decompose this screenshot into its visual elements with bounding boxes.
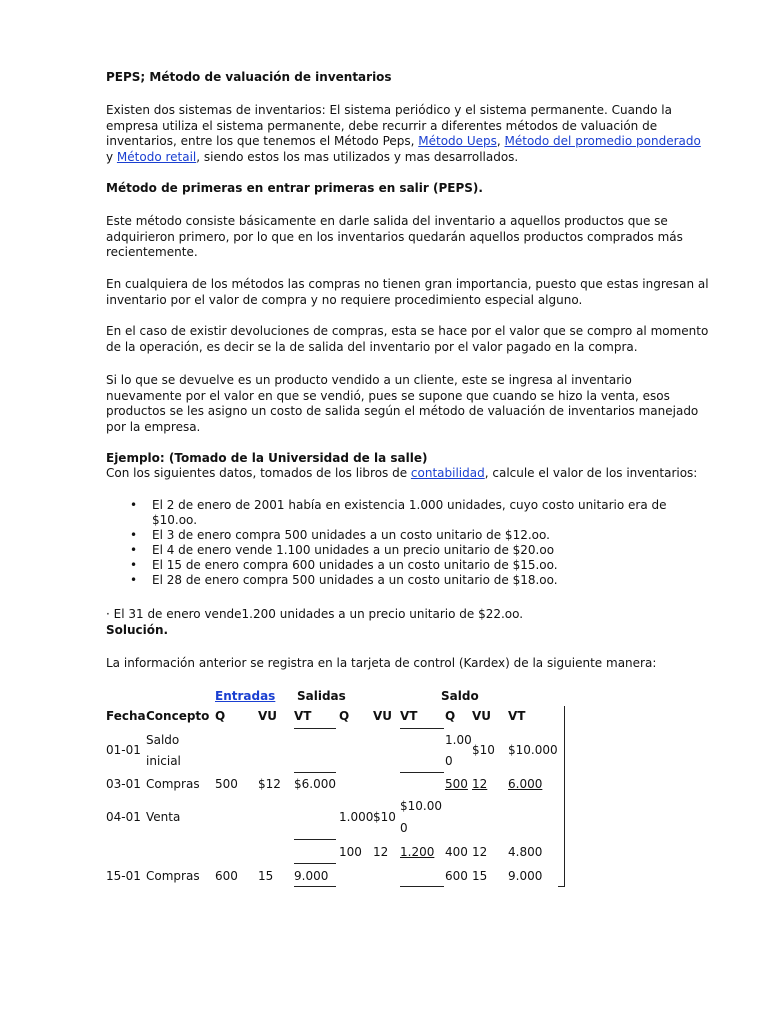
r5-concepto: Compras <box>146 869 200 883</box>
r2-fecha: 03-01 <box>106 777 141 791</box>
last-item: · El 31 de enero vende1.200 unidades a un precio unitario de $22.oo. <box>106 607 524 621</box>
r5-saldo-vu: 15 <box>472 869 488 883</box>
header-salidas-vu: VU <box>373 709 393 723</box>
intro-line-4-pre: y <box>106 149 117 164</box>
intro-line-1: Existen dos sistemas de inventarios: El sistema periódico y el sistema permanente. Cuando la <box>106 103 672 117</box>
rule-header-entradas-vt <box>294 728 336 729</box>
r1-saldo-vt: $10.000 <box>508 743 558 757</box>
header-saldo-vt: VT <box>508 709 526 723</box>
r3-fecha: 04-01 <box>106 810 141 824</box>
intro-line-3-text: inventarios, entre los que tenemos el Método Peps, <box>106 134 419 148</box>
intro-paragraph <box>106 103 701 165</box>
paragraph-4 <box>106 373 698 435</box>
list-item: • El 2 de enero de 2001 había en existencia 1.000 unidades, cuyo costo unitario era de <box>106 498 666 513</box>
list-item: • El 3 de enero compra 500 unidades a un costo unitario de $12.oo. <box>106 528 666 543</box>
r1-saldo-q-a: 1.00 <box>445 733 472 747</box>
r2-saldo-q: 500 <box>445 777 468 791</box>
r5-entradas-vt: 9.000 <box>294 869 329 883</box>
r1-saldo-q-b: 0 <box>445 754 453 768</box>
table-bottom-tick <box>558 886 565 887</box>
rule-r1-salidas-vt <box>400 772 444 773</box>
r1-concepto-b: inicial <box>146 754 181 768</box>
paragraph-1 <box>106 214 683 261</box>
list-item: • El 4 de enero vende 1.100 unidades a un precio unitario de $20.oo <box>106 543 666 558</box>
r4-saldo-q: 400 <box>445 845 468 859</box>
header-concepto: Concepto <box>146 709 210 723</box>
para3-line-1: En el caso de existir devoluciones de compras, esta se hace por el valor que se compro al momento <box>106 324 709 338</box>
para4-line-1: Si lo que se devuelve es un producto vendido a un cliente, este se ingresa al inventario <box>106 373 632 387</box>
intro-sep: , <box>496 134 505 148</box>
header-saldo-q: Q <box>445 709 456 723</box>
para3-line-2: de la operación, es decir se la de salida del inventario por el valor pagado en la compra. <box>106 339 638 354</box>
r1-concepto-a: Saldo <box>146 733 180 747</box>
intro-line-2: empresa utiliza el sistema permanente, debe recurrir a diferentes métodos de valuación de <box>106 118 658 133</box>
rule-header-salidas-vt <box>400 728 444 729</box>
para4-line-2: nuevamente por el valor en que se vendió, pues se supone que cuando se hizo la venta, esos <box>106 388 670 403</box>
r3-salidas-vu: $10 <box>373 810 396 824</box>
rule-r3-entradas-vt <box>294 839 336 840</box>
r1-fecha: 01-01 <box>106 743 141 757</box>
list-item: • El 15 de enero compra 600 unidades a un costo unitario de $15.oo. <box>106 558 666 573</box>
header-salidas-vt: VT <box>400 709 418 723</box>
r5-entradas-q: 600 <box>215 869 238 883</box>
r2-concepto: Compras <box>146 777 200 791</box>
link-contabilidad[interactable]: contabilidad <box>410 466 485 480</box>
r3-salidas-q: 1.000 <box>339 810 374 824</box>
r3-concepto: Venta <box>146 810 181 824</box>
para4-line-4: por la empresa. <box>106 419 201 434</box>
link-metodo-ueps[interactable]: Método Ueps <box>418 134 497 148</box>
para1-line-3: recientemente. <box>106 245 198 259</box>
group-salidas: Salidas <box>297 689 346 703</box>
r4-saldo-vt: 4.800 <box>508 845 543 859</box>
bullet-list <box>106 498 666 588</box>
header-entradas-vt: VT <box>294 709 312 723</box>
r2-entradas-vt: $6.000 <box>294 777 336 791</box>
para2-line-1: En cualquiera de los métodos las compras no tienen gran importancia, puesto que estas ingresan al <box>106 277 709 291</box>
r5-saldo-vt: 9.000 <box>508 869 543 883</box>
paragraph-2 <box>106 277 709 308</box>
r5-saldo-q: 600 <box>445 869 468 883</box>
rule-r5-salidas-vt <box>400 886 444 887</box>
para2-line-2: inventario por el valor de compra y no requiere procedimiento especial alguno. <box>106 292 583 307</box>
header-saldo-vu: VU <box>472 709 492 723</box>
intro-line-3 <box>106 134 701 150</box>
para1-line-2: adquirieron primero, por lo que en los inventarios quedarán aquellos productos comprados más <box>106 229 683 244</box>
table-right-border <box>564 706 565 886</box>
header-entradas-q: Q <box>215 709 226 723</box>
r1-saldo-vu: $10 <box>472 743 495 757</box>
r3-salidas-vt-b: 0 <box>400 821 408 835</box>
list-item-continuation: $10.oo. <box>152 513 198 527</box>
para4-line-3: productos se les asigno un costo de salida según el método de valuación de inventarios manejado <box>106 404 699 418</box>
r5-entradas-vu: 15 <box>258 869 274 883</box>
list-item: • El 28 de enero compra 500 unidades a un costo unitario de $18.oo. <box>106 573 666 588</box>
link-metodo-promedio-ponderado[interactable]: Método del promedio ponderado <box>504 134 701 148</box>
r2-entradas-q: 500 <box>215 777 238 791</box>
paragraph-3 <box>106 324 708 355</box>
r4-salidas-vt: 1.200 <box>400 845 435 859</box>
group-entradas-link[interactable]: Entradas <box>215 689 276 703</box>
kardex-intro: La información anterior se registra en la tarjeta de control (Kardex) de la siguiente manera: <box>106 656 657 670</box>
rule-r1-entradas-vt <box>294 772 336 773</box>
example-intro <box>106 466 697 480</box>
example-intro-pre: Con los siguientes datos, tomados de los libros de <box>106 466 411 480</box>
r2-entradas-vu: $12 <box>258 777 281 791</box>
r4-saldo-vu: 12 <box>472 845 488 859</box>
header-fecha: Fecha <box>106 709 146 723</box>
r5-fecha: 15-01 <box>106 869 141 883</box>
example-title: Ejemplo: (Tomado de la Universidad de la salle) <box>106 451 428 465</box>
group-saldo: Saldo <box>441 689 479 703</box>
example-intro-post: , calcule el valor de los inventarios: <box>484 466 698 480</box>
page-title: PEPS; Método de valuación de inventarios <box>106 70 392 84</box>
r2-saldo-vu: 12 <box>472 777 488 791</box>
r3-salidas-vt-a: $10.00 <box>400 799 442 813</box>
r4-salidas-q: 100 <box>339 845 362 859</box>
para1-line-1: Este método consiste básicamente en darle salida del inventario a aquellos productos que se <box>106 214 668 228</box>
r4-salidas-vu: 12 <box>373 845 389 859</box>
intro-line-4 <box>106 150 701 166</box>
rule-r5-entradas-vt <box>294 886 336 887</box>
intro-line-4-post: , siendo estos los mas utilizados y mas desarrollados. <box>196 149 519 164</box>
link-metodo-retail[interactable]: Método retail <box>116 149 197 164</box>
section-title: Método de primeras en entrar primeras en salir (PEPS). <box>106 181 483 195</box>
header-entradas-vu: VU <box>258 709 278 723</box>
header-salidas-q: Q <box>339 709 350 723</box>
r2-saldo-vt: 6.000 <box>508 777 543 791</box>
rule-r4-entradas-vt <box>294 863 336 864</box>
solution-title: Solución. <box>106 623 169 637</box>
